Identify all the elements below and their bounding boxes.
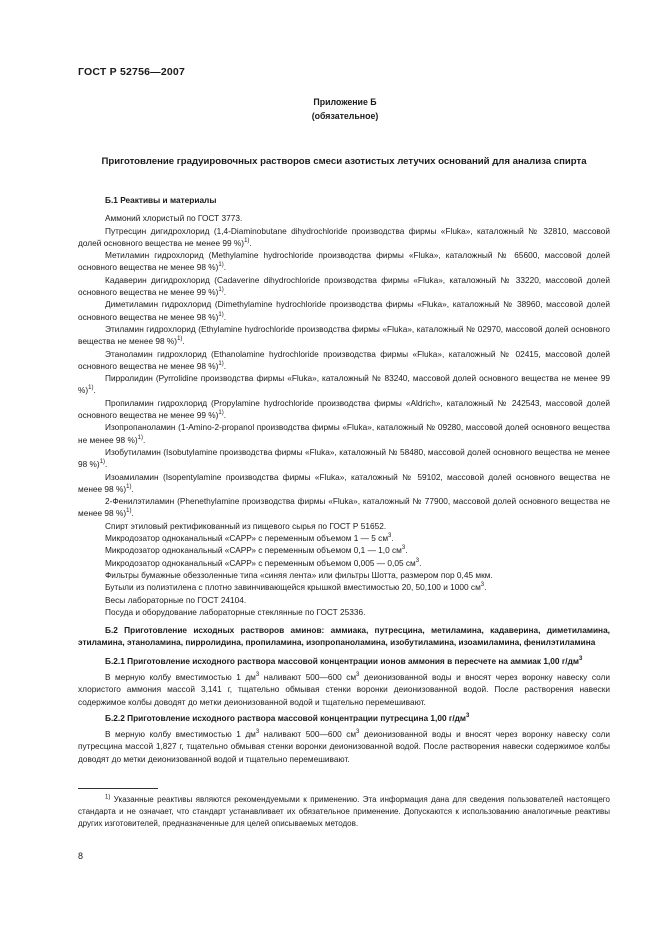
section-b2-heading: Б.2 Приготовление исходных растворов аминов: аммиака, путресцина, метиламина, кадаверина, диметиламина, этиламина, этаноламина, пирролидина, пропиламина, изопропаноламина, изобутиламина, изоамиламина, фенилэтиламина: [78, 625, 610, 648]
reagent-item: Пирролидин (Pyrrolidine производства фирмы «Fluka», каталожный № 83240, массовой долей основного вещества не менее 99 %)$^{1)}$.: [78, 373, 610, 396]
section-b21-heading: Б.2.1 Приготовление исходного раствора массовой концентрации ионов аммония в пересчете на аммиак 1,00 $г/дм^3$: [105, 655, 583, 666]
material-item: Спирт этиловый ректификованный из пищевого сырья по ГОСТ Р 51652.: [105, 520, 387, 531]
document-title: Приготовление градуировочных растворов смеси азотистых летучих оснований для анализа спирта: [101, 156, 587, 167]
reagent-item: Метиламин гидрохлорид (Methylamine hydrochloride производства фирмы «Fluka», каталожный № 65600, массовой долей основного вещества не менее 98 %)$^{1)}$.: [78, 250, 610, 273]
section-b21-text: В мерную колбу вместимостью 1 $дм^3$ наливают 500—600 $см^3$ деионизованной воды и вносят через воронку навеску соли хлористого аммония массой 3,141 г, тщательно обмывая стенки воронки деионизованной водой. После растворения навески содержимое колбы доводят до метки деионизованной водой и тщательно перемешивают.: [78, 671, 610, 707]
reagent-item: 2-Фенилэтиламин (Phenethylamine производства фирмы «Fluka», каталожный № 77900, массовой долей основного вещества не менее 98 %)$^{1)}$.: [78, 496, 610, 519]
material-item: Микродозатор одноканальный «САРР» с переменным объемом 1 — 5 $см^3$.: [105, 533, 394, 544]
reagent-item: Этиламин гидрохлорид (Ethylamine hydrochloride производства фирмы «Fluka», каталожный № 02970, массовой долей основного вещества не менее 98 %)$^{1)}$.: [78, 323, 610, 347]
material-item: Посуда и оборудование лабораторные стеклянные по ГОСТ 25336.: [105, 606, 366, 617]
material-item: Микродозатор одноканальный «САРР» с переменным объемом 0,005 — 0,05 $см^3$.: [105, 557, 422, 568]
reagent-item: Кадаверин дигидрохлорид (Cadaverine dihydrochloride производства фирмы «Fluka», каталожный № 33220, массовой долей основного вещества не менее 99 %)$^{1)}$.: [78, 274, 610, 298]
footnote-mark: 1): [105, 794, 111, 801]
reagent-item: Изоамиламин (Isopentylamine производства фирмы «Fluka», каталожный № 59102, массовой долей основного вещества не менее 98 %)$^{1)}$.: [78, 471, 610, 494]
section-b1-heading: Б.1 Реактивы и материалы: [105, 195, 217, 205]
reagent-item: Изобутиламин (Isobutylamine производства фирмы «Fluka», каталожный № 58480, массовой долей основного вещества не менее 98 %)$^{1)}$.: [78, 446, 610, 470]
material-item: Весы лабораторные по ГОСТ 24104.: [105, 594, 247, 605]
footnote-divider: [78, 788, 158, 789]
page-number: 8: [78, 851, 84, 861]
material-item: Микродозатор одноканальный «САРР» с переменным объемом 0,1 — 1,0 $см^3$.: [105, 545, 408, 556]
appendix-label: Приложение Б: [313, 97, 377, 107]
material-item: Фильтры бумажные обеззоленные типа «синяя лента» или фильтры Шотта, размером пор 0,45 мкм.: [105, 569, 493, 580]
reagent-item: Путресцин дигидрохлорид (1,4-Diaminobutane dihydrochloride производства фирмы «Fluka», каталожный № 32810, массовой долей основного вещества не менее 99 %)$^{1)}$.: [78, 225, 610, 248]
reagent-item: Аммоний хлористый по ГОСТ 3773.: [105, 213, 243, 224]
section-b22-text: В мерную колбу вместимостью 1 $дм^3$ наливают 500—600 $см^3$ деионизованной воды и вносят через воронку навеску соли путресцина массой 1,827 г, тщательно обмывая стенки воронки деионизованной водой. После растворения навески содержимое колбы доводят до метки деионизованной водой и тщательно перемешивают.: [78, 729, 610, 764]
standard-header: ГОСТ Р 52756—2007: [78, 66, 186, 78]
reagent-item: Диметиламин гидрохлорид (Dimethylamine hydrochloride производства фирмы «Fluka», каталожный № 38960, массовой долей основного вещества не менее 98 %)$^{1)}$.: [78, 299, 610, 322]
reagent-item: Изопропаноламин (1-Amino-2-propanol производства фирмы «Fluka», каталожный № 09280, массовой долей основного вещества не менее 98 %)$^{1)}$.: [78, 422, 610, 445]
appendix-status: (обязательное): [311, 111, 379, 121]
material-item: Бутыли из полиэтилена с плотно завинчивающейся крышкой вместимостью 20, 50,100 и 1000 $см^3$.: [105, 582, 487, 593]
footnote: [78, 794, 610, 830]
reagent-item: Пропиламин гидрохлорид (Propylamine hydrochloride производства фирмы «Aldrich», каталожный № 242543, массовой долей основного вещества не менее 99 %)$^{1)}$.: [78, 397, 610, 421]
document-body: [78, 194, 610, 765]
reagent-item: Этаноламин гидрохлорид (Ethanolamine hydrochloride производства фирмы «Fluka», каталожный № 02415, массовой долей основного вещества не менее 98 %)$^{1)}$.: [78, 348, 610, 371]
section-b22-heading: Б.2.2 Приготовление исходного раствора массовой концентрации путресцина 1,00 $г/дм^3$: [105, 712, 470, 723]
footnote-text: Указанные реактивы являются рекомендуемыми к применению. Эта информация дана для сведения пользователей настоящего стандарта и не означает, что стандарт устанавливает их обязательное применение. Допускаются к использованию аналогичные реактивы других изготовителей, предназначенные для целей описываемых методов.: [78, 795, 610, 828]
